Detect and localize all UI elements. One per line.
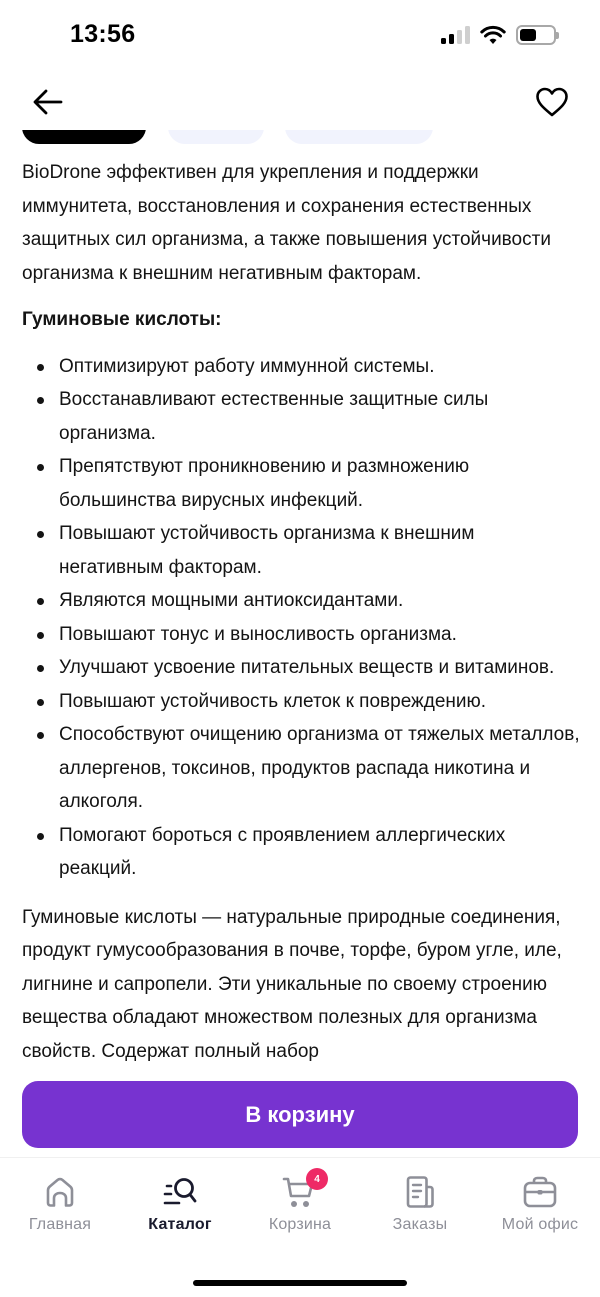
- chip-tabs: [0, 130, 600, 144]
- list-item: Являются мощными антиоксидантами.: [22, 584, 582, 618]
- list-item: Улучшают усвоение питательных веществ и витаминов.: [22, 651, 582, 685]
- tab-label: Заказы: [392, 1216, 448, 1233]
- orders-icon: [402, 1174, 438, 1210]
- list-item: Восстанавливают естественные защитные силы организма.: [22, 383, 582, 450]
- cellular-signal-icon: [441, 26, 470, 44]
- tab-cart[interactable]: [240, 1158, 360, 1248]
- tab-label: Каталог: [148, 1216, 212, 1233]
- list-item: Способствуют очищению организма от тяжелых металлов, аллергенов, токсинов, продуктов распада никотина и алкоголя.: [22, 718, 582, 819]
- tab-home[interactable]: [0, 1158, 120, 1248]
- list-item: Препятствуют проникновению и размножению большинства вирусных инфекций.: [22, 450, 582, 517]
- home-icon: [42, 1174, 78, 1210]
- chip-tab-1[interactable]: [22, 130, 146, 144]
- list-item: Повышают тонус и выносливость организма.: [22, 618, 582, 652]
- chip-tab-2[interactable]: [168, 130, 264, 144]
- bottom-tab-bar: [0, 1157, 600, 1247]
- battery-icon: [516, 25, 556, 45]
- list-item: Повышают устойчивость организма к внешним негативным факторам.: [22, 517, 582, 584]
- status-icons: [441, 25, 556, 45]
- tab-orders[interactable]: [360, 1158, 480, 1248]
- benefits-list: [22, 350, 582, 886]
- back-button[interactable]: [28, 82, 68, 122]
- catalog-search-icon: [162, 1174, 198, 1210]
- list-item: Помогают бороться с проявлением аллергических реакций.: [22, 819, 582, 886]
- tab-my-office[interactable]: [480, 1158, 600, 1248]
- briefcase-icon: [522, 1174, 558, 1210]
- description-outro: Гуминовые кислоты — натуральные природные соединения, продукт гумусообразования в почве, торфе, буром угле, иле, лигнине и сапропели. Эти уникальные по своему строению вещества обладают множеством полезных для организма свойств. Содержат полный набор: [22, 906, 562, 1062]
- description-intro: BioDrone эффективен для укрепления и поддержки иммунитета, восстановления и сохранения естественных защитных сил организма, а также повышения устойчивости организма к внешним негативным факторам.: [22, 162, 551, 284]
- arrow-left-icon: [33, 89, 63, 115]
- add-to-cart-button[interactable]: В корзину: [22, 1081, 578, 1148]
- status-bar: [0, 0, 600, 72]
- top-nav: [0, 78, 600, 122]
- list-item: Повышают устойчивость клеток к повреждению.: [22, 685, 582, 719]
- wifi-icon: [480, 25, 506, 45]
- cart-icon: [282, 1174, 318, 1210]
- tab-catalog[interactable]: [120, 1158, 240, 1248]
- tab-label: Мой офис: [501, 1216, 579, 1233]
- list-item: Оптимизируют работу иммунной системы.: [22, 350, 582, 384]
- heart-outline-icon: [535, 87, 569, 117]
- favorite-button[interactable]: [530, 80, 574, 124]
- home-indicator[interactable]: [193, 1280, 407, 1286]
- cart-count-badge: 4: [306, 1168, 328, 1190]
- status-time: 13:56: [70, 20, 136, 48]
- tab-label: Корзина: [268, 1216, 332, 1233]
- list-heading: Гуминовые кислоты:: [22, 309, 222, 330]
- chip-tab-3[interactable]: [285, 130, 433, 144]
- product-description: [22, 156, 582, 1081]
- tab-label: Главная: [28, 1216, 92, 1233]
